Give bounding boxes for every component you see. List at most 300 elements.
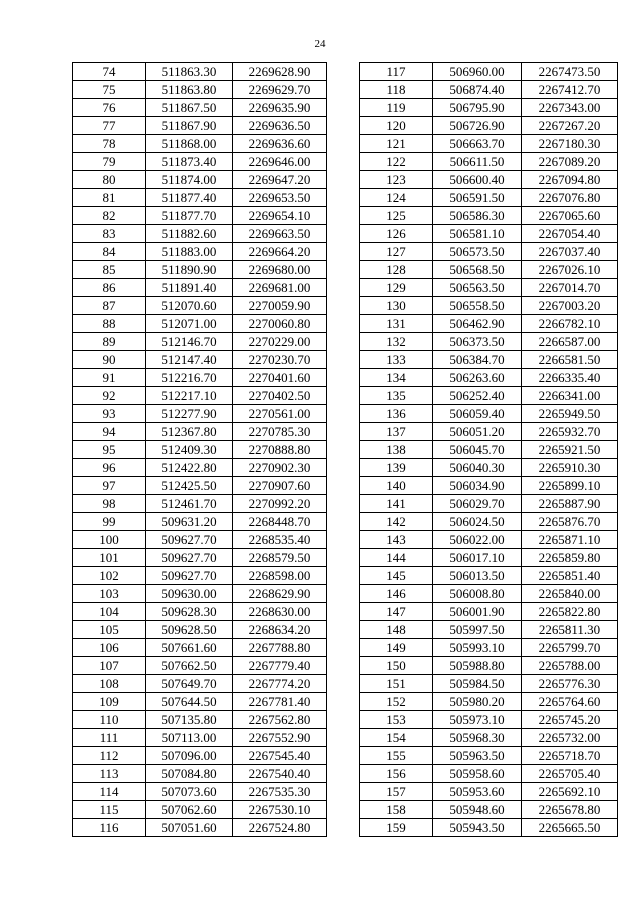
x-coordinate-cell: 512367.80	[146, 423, 233, 441]
x-coordinate-cell: 511883.00	[146, 243, 233, 261]
table-row	[73, 99, 327, 117]
y-coordinate-cell: 2265871.10	[522, 531, 618, 549]
point-number-cell: 151	[360, 675, 433, 693]
y-coordinate-cell: 2265745.20	[522, 711, 618, 729]
point-number-cell: 95	[73, 441, 146, 459]
x-coordinate-cell: 506960.00	[433, 63, 522, 81]
table-row	[73, 351, 327, 369]
table-row	[360, 63, 618, 81]
table-row	[73, 189, 327, 207]
point-number-cell: 99	[73, 513, 146, 531]
point-number-cell: 118	[360, 81, 433, 99]
point-number-cell: 91	[73, 369, 146, 387]
point-number-cell: 155	[360, 747, 433, 765]
x-coordinate-cell: 506263.60	[433, 369, 522, 387]
table-row	[360, 189, 618, 207]
table-row	[73, 819, 327, 837]
point-number-cell: 139	[360, 459, 433, 477]
table-row	[73, 495, 327, 513]
point-number-cell: 116	[73, 819, 146, 837]
y-coordinate-cell: 2265799.70	[522, 639, 618, 657]
point-number-cell: 88	[73, 315, 146, 333]
point-number-cell: 81	[73, 189, 146, 207]
y-coordinate-cell: 2267545.40	[233, 747, 327, 765]
table-row	[73, 513, 327, 531]
x-coordinate-cell: 505968.30	[433, 729, 522, 747]
table-row	[73, 567, 327, 585]
point-number-cell: 148	[360, 621, 433, 639]
table-row	[360, 603, 618, 621]
x-coordinate-cell: 506384.70	[433, 351, 522, 369]
x-coordinate-cell: 509627.70	[146, 531, 233, 549]
x-coordinate-cell: 512461.70	[146, 495, 233, 513]
coordinates-table-right-body	[360, 63, 618, 837]
y-coordinate-cell: 2269646.00	[233, 153, 327, 171]
table-row	[73, 531, 327, 549]
x-coordinate-cell: 511890.90	[146, 261, 233, 279]
point-number-cell: 80	[73, 171, 146, 189]
y-coordinate-cell: 2269636.60	[233, 135, 327, 153]
x-coordinate-cell: 506373.50	[433, 333, 522, 351]
x-coordinate-cell: 509627.70	[146, 567, 233, 585]
point-number-cell: 89	[73, 333, 146, 351]
point-number-cell: 117	[360, 63, 433, 81]
x-coordinate-cell: 505980.20	[433, 693, 522, 711]
point-number-cell: 105	[73, 621, 146, 639]
table-row	[360, 279, 618, 297]
y-coordinate-cell: 2268629.90	[233, 585, 327, 603]
y-coordinate-cell: 2269628.90	[233, 63, 327, 81]
table-row	[73, 711, 327, 729]
y-coordinate-cell: 2265949.50	[522, 405, 618, 423]
y-coordinate-cell: 2269680.00	[233, 261, 327, 279]
point-number-cell: 131	[360, 315, 433, 333]
point-number-cell: 110	[73, 711, 146, 729]
point-number-cell: 142	[360, 513, 433, 531]
y-coordinate-cell: 2265921.50	[522, 441, 618, 459]
x-coordinate-cell: 509631.20	[146, 513, 233, 531]
point-number-cell: 153	[360, 711, 433, 729]
table-row	[73, 333, 327, 351]
x-coordinate-cell: 505953.60	[433, 783, 522, 801]
x-coordinate-cell: 506563.50	[433, 279, 522, 297]
point-number-cell: 123	[360, 171, 433, 189]
x-coordinate-cell: 506558.50	[433, 297, 522, 315]
table-row	[73, 675, 327, 693]
coordinates-table-left	[72, 62, 327, 837]
point-number-cell: 97	[73, 477, 146, 495]
y-coordinate-cell: 2270902.30	[233, 459, 327, 477]
table-row	[360, 783, 618, 801]
table-row	[73, 783, 327, 801]
table-row	[360, 315, 618, 333]
table-row	[73, 441, 327, 459]
table-row	[360, 297, 618, 315]
y-coordinate-cell: 2268598.00	[233, 567, 327, 585]
point-number-cell: 143	[360, 531, 433, 549]
y-coordinate-cell: 2269629.70	[233, 81, 327, 99]
point-number-cell: 136	[360, 405, 433, 423]
point-number-cell: 158	[360, 801, 433, 819]
table-row	[73, 153, 327, 171]
y-coordinate-cell: 2267076.80	[522, 189, 618, 207]
y-coordinate-cell: 2265851.40	[522, 567, 618, 585]
point-number-cell: 111	[73, 729, 146, 747]
x-coordinate-cell: 506013.50	[433, 567, 522, 585]
x-coordinate-cell: 511863.30	[146, 63, 233, 81]
y-coordinate-cell: 2269653.50	[233, 189, 327, 207]
x-coordinate-cell: 505948.60	[433, 801, 522, 819]
table-row	[73, 549, 327, 567]
table-row	[73, 765, 327, 783]
x-coordinate-cell: 506874.40	[433, 81, 522, 99]
point-number-cell: 120	[360, 117, 433, 135]
point-number-cell: 147	[360, 603, 433, 621]
point-number-cell: 87	[73, 297, 146, 315]
x-coordinate-cell: 512217.10	[146, 387, 233, 405]
table-row	[360, 369, 618, 387]
x-coordinate-cell: 507662.50	[146, 657, 233, 675]
x-coordinate-cell: 507051.60	[146, 819, 233, 837]
point-number-cell: 101	[73, 549, 146, 567]
table-row	[73, 729, 327, 747]
point-number-cell: 75	[73, 81, 146, 99]
table-row	[360, 531, 618, 549]
table-row	[360, 153, 618, 171]
x-coordinate-cell: 511891.40	[146, 279, 233, 297]
y-coordinate-cell: 2270888.80	[233, 441, 327, 459]
y-coordinate-cell: 2265910.30	[522, 459, 618, 477]
table-row	[360, 171, 618, 189]
y-coordinate-cell: 2267026.10	[522, 261, 618, 279]
table-row	[360, 261, 618, 279]
y-coordinate-cell: 2269636.50	[233, 117, 327, 135]
x-coordinate-cell: 512071.00	[146, 315, 233, 333]
y-coordinate-cell: 2270229.00	[233, 333, 327, 351]
y-coordinate-cell: 2267003.20	[522, 297, 618, 315]
y-coordinate-cell: 2267540.40	[233, 765, 327, 783]
point-number-cell: 141	[360, 495, 433, 513]
x-coordinate-cell: 511877.40	[146, 189, 233, 207]
table-row	[360, 549, 618, 567]
table-row	[360, 135, 618, 153]
x-coordinate-cell: 507661.60	[146, 639, 233, 657]
x-coordinate-cell: 506040.30	[433, 459, 522, 477]
x-coordinate-cell: 511867.90	[146, 117, 233, 135]
point-number-cell: 154	[360, 729, 433, 747]
x-coordinate-cell: 505993.10	[433, 639, 522, 657]
point-number-cell: 98	[73, 495, 146, 513]
y-coordinate-cell: 2266581.50	[522, 351, 618, 369]
x-coordinate-cell: 506024.50	[433, 513, 522, 531]
page-number: 24	[314, 38, 326, 50]
y-coordinate-cell: 2268579.50	[233, 549, 327, 567]
point-number-cell: 121	[360, 135, 433, 153]
x-coordinate-cell: 506001.90	[433, 603, 522, 621]
table-row	[73, 315, 327, 333]
y-coordinate-cell: 2270402.50	[233, 387, 327, 405]
table-row	[360, 747, 618, 765]
table-row	[360, 657, 618, 675]
point-number-cell: 85	[73, 261, 146, 279]
table-row	[360, 675, 618, 693]
point-number-cell: 114	[73, 783, 146, 801]
y-coordinate-cell: 2265732.00	[522, 729, 618, 747]
y-coordinate-cell: 2267014.70	[522, 279, 618, 297]
table-row	[360, 207, 618, 225]
x-coordinate-cell: 506611.50	[433, 153, 522, 171]
point-number-cell: 107	[73, 657, 146, 675]
y-coordinate-cell: 2269654.10	[233, 207, 327, 225]
y-coordinate-cell: 2267562.80	[233, 711, 327, 729]
x-coordinate-cell: 506045.70	[433, 441, 522, 459]
point-number-cell: 133	[360, 351, 433, 369]
point-number-cell: 159	[360, 819, 433, 837]
x-coordinate-cell: 507649.70	[146, 675, 233, 693]
table-row	[360, 693, 618, 711]
point-number-cell: 132	[360, 333, 433, 351]
table-row	[360, 711, 618, 729]
table-row	[73, 657, 327, 675]
y-coordinate-cell: 2265811.30	[522, 621, 618, 639]
point-number-cell: 156	[360, 765, 433, 783]
x-coordinate-cell: 505984.50	[433, 675, 522, 693]
y-coordinate-cell: 2267788.80	[233, 639, 327, 657]
point-number-cell: 115	[73, 801, 146, 819]
table-row	[73, 405, 327, 423]
table-row	[360, 621, 618, 639]
y-coordinate-cell: 2265705.40	[522, 765, 618, 783]
x-coordinate-cell: 511877.70	[146, 207, 233, 225]
y-coordinate-cell: 2267473.50	[522, 63, 618, 81]
table-row	[360, 639, 618, 657]
y-coordinate-cell: 2267180.30	[522, 135, 618, 153]
table-row	[73, 387, 327, 405]
x-coordinate-cell: 511882.60	[146, 225, 233, 243]
point-number-cell: 128	[360, 261, 433, 279]
point-number-cell: 90	[73, 351, 146, 369]
x-coordinate-cell: 512146.70	[146, 333, 233, 351]
x-coordinate-cell: 511863.80	[146, 81, 233, 99]
table-row	[360, 567, 618, 585]
point-number-cell: 140	[360, 477, 433, 495]
table-row	[360, 801, 618, 819]
y-coordinate-cell: 2265840.00	[522, 585, 618, 603]
table-row	[360, 423, 618, 441]
table-row	[73, 207, 327, 225]
x-coordinate-cell: 505973.10	[433, 711, 522, 729]
y-coordinate-cell: 2267774.20	[233, 675, 327, 693]
y-coordinate-cell: 2270060.80	[233, 315, 327, 333]
table-row	[360, 351, 618, 369]
x-coordinate-cell: 512409.30	[146, 441, 233, 459]
x-coordinate-cell: 511874.00	[146, 171, 233, 189]
point-number-cell: 82	[73, 207, 146, 225]
y-coordinate-cell: 2265764.60	[522, 693, 618, 711]
y-coordinate-cell: 2269635.90	[233, 99, 327, 117]
y-coordinate-cell: 2267781.40	[233, 693, 327, 711]
point-number-cell: 78	[73, 135, 146, 153]
y-coordinate-cell: 2267779.40	[233, 657, 327, 675]
point-number-cell: 149	[360, 639, 433, 657]
point-number-cell: 112	[73, 747, 146, 765]
table-row	[73, 63, 327, 81]
x-coordinate-cell: 506059.40	[433, 405, 522, 423]
table-row	[73, 279, 327, 297]
point-number-cell: 106	[73, 639, 146, 657]
point-number-cell: 124	[360, 189, 433, 207]
table-row	[360, 459, 618, 477]
y-coordinate-cell: 2269663.50	[233, 225, 327, 243]
x-coordinate-cell: 509628.50	[146, 621, 233, 639]
point-number-cell: 130	[360, 297, 433, 315]
table-row	[73, 423, 327, 441]
table-row	[360, 99, 618, 117]
x-coordinate-cell: 506586.30	[433, 207, 522, 225]
point-number-cell: 84	[73, 243, 146, 261]
y-coordinate-cell: 2265692.10	[522, 783, 618, 801]
table-row	[360, 243, 618, 261]
y-coordinate-cell: 2270401.60	[233, 369, 327, 387]
x-coordinate-cell: 512425.50	[146, 477, 233, 495]
table-row	[360, 765, 618, 783]
y-coordinate-cell: 2267267.20	[522, 117, 618, 135]
x-coordinate-cell: 509628.30	[146, 603, 233, 621]
x-coordinate-cell: 507062.60	[146, 801, 233, 819]
y-coordinate-cell: 2270907.60	[233, 477, 327, 495]
y-coordinate-cell: 2265899.10	[522, 477, 618, 495]
table-row	[360, 495, 618, 513]
point-number-cell: 145	[360, 567, 433, 585]
table-row	[360, 405, 618, 423]
y-coordinate-cell: 2266587.00	[522, 333, 618, 351]
point-number-cell: 83	[73, 225, 146, 243]
x-coordinate-cell: 506017.10	[433, 549, 522, 567]
x-coordinate-cell: 505958.60	[433, 765, 522, 783]
x-coordinate-cell: 506051.20	[433, 423, 522, 441]
point-number-cell: 79	[73, 153, 146, 171]
point-number-cell: 150	[360, 657, 433, 675]
point-number-cell: 125	[360, 207, 433, 225]
point-number-cell: 146	[360, 585, 433, 603]
y-coordinate-cell: 2267412.70	[522, 81, 618, 99]
y-coordinate-cell: 2267054.40	[522, 225, 618, 243]
table-row	[73, 261, 327, 279]
y-coordinate-cell: 2265788.00	[522, 657, 618, 675]
coordinates-table-left-body	[73, 63, 327, 837]
point-number-cell: 119	[360, 99, 433, 117]
table-row	[73, 639, 327, 657]
point-number-cell: 109	[73, 693, 146, 711]
y-coordinate-cell: 2265876.70	[522, 513, 618, 531]
x-coordinate-cell: 507084.80	[146, 765, 233, 783]
table-row	[73, 243, 327, 261]
point-number-cell: 92	[73, 387, 146, 405]
x-coordinate-cell: 505963.50	[433, 747, 522, 765]
y-coordinate-cell: 2267089.20	[522, 153, 618, 171]
x-coordinate-cell: 506663.70	[433, 135, 522, 153]
point-number-cell: 144	[360, 549, 433, 567]
point-number-cell: 100	[73, 531, 146, 549]
point-number-cell: 108	[73, 675, 146, 693]
point-number-cell: 104	[73, 603, 146, 621]
x-coordinate-cell: 506591.50	[433, 189, 522, 207]
table-row	[73, 603, 327, 621]
x-coordinate-cell: 507135.80	[146, 711, 233, 729]
x-coordinate-cell: 506008.80	[433, 585, 522, 603]
y-coordinate-cell: 2270992.20	[233, 495, 327, 513]
point-number-cell: 76	[73, 99, 146, 117]
y-coordinate-cell: 2267535.30	[233, 783, 327, 801]
x-coordinate-cell: 509627.70	[146, 549, 233, 567]
x-coordinate-cell: 506568.50	[433, 261, 522, 279]
coordinates-table-right	[359, 62, 618, 837]
y-coordinate-cell: 2269664.20	[233, 243, 327, 261]
y-coordinate-cell: 2268448.70	[233, 513, 327, 531]
x-coordinate-cell: 512147.40	[146, 351, 233, 369]
point-number-cell: 96	[73, 459, 146, 477]
point-number-cell: 102	[73, 567, 146, 585]
y-coordinate-cell: 2265932.70	[522, 423, 618, 441]
x-coordinate-cell: 506581.10	[433, 225, 522, 243]
x-coordinate-cell: 507113.00	[146, 729, 233, 747]
y-coordinate-cell: 2265822.80	[522, 603, 618, 621]
y-coordinate-cell: 2267530.10	[233, 801, 327, 819]
x-coordinate-cell: 506600.40	[433, 171, 522, 189]
table-row	[73, 801, 327, 819]
table-row	[360, 387, 618, 405]
point-number-cell: 127	[360, 243, 433, 261]
x-coordinate-cell: 509630.00	[146, 585, 233, 603]
y-coordinate-cell: 2267343.00	[522, 99, 618, 117]
x-coordinate-cell: 512070.60	[146, 297, 233, 315]
table-row	[360, 819, 618, 837]
x-coordinate-cell: 505997.50	[433, 621, 522, 639]
x-coordinate-cell: 507644.50	[146, 693, 233, 711]
y-coordinate-cell: 2267094.80	[522, 171, 618, 189]
point-number-cell: 77	[73, 117, 146, 135]
point-number-cell: 113	[73, 765, 146, 783]
table-row	[73, 747, 327, 765]
y-coordinate-cell: 2266782.10	[522, 315, 618, 333]
x-coordinate-cell: 506462.90	[433, 315, 522, 333]
table-row	[360, 477, 618, 495]
y-coordinate-cell: 2269647.20	[233, 171, 327, 189]
x-coordinate-cell: 506795.90	[433, 99, 522, 117]
table-row	[73, 585, 327, 603]
point-number-cell: 135	[360, 387, 433, 405]
y-coordinate-cell: 2265665.50	[522, 819, 618, 837]
table-row	[360, 729, 618, 747]
x-coordinate-cell: 507073.60	[146, 783, 233, 801]
x-coordinate-cell: 512216.70	[146, 369, 233, 387]
y-coordinate-cell: 2268634.20	[233, 621, 327, 639]
x-coordinate-cell: 506029.70	[433, 495, 522, 513]
x-coordinate-cell: 506022.00	[433, 531, 522, 549]
y-coordinate-cell: 2268535.40	[233, 531, 327, 549]
point-number-cell: 129	[360, 279, 433, 297]
point-number-cell: 93	[73, 405, 146, 423]
table-row	[73, 459, 327, 477]
point-number-cell: 122	[360, 153, 433, 171]
point-number-cell: 152	[360, 693, 433, 711]
y-coordinate-cell: 2265718.70	[522, 747, 618, 765]
x-coordinate-cell: 506034.90	[433, 477, 522, 495]
point-number-cell: 86	[73, 279, 146, 297]
x-coordinate-cell: 506726.90	[433, 117, 522, 135]
table-row	[73, 477, 327, 495]
table-row	[360, 81, 618, 99]
